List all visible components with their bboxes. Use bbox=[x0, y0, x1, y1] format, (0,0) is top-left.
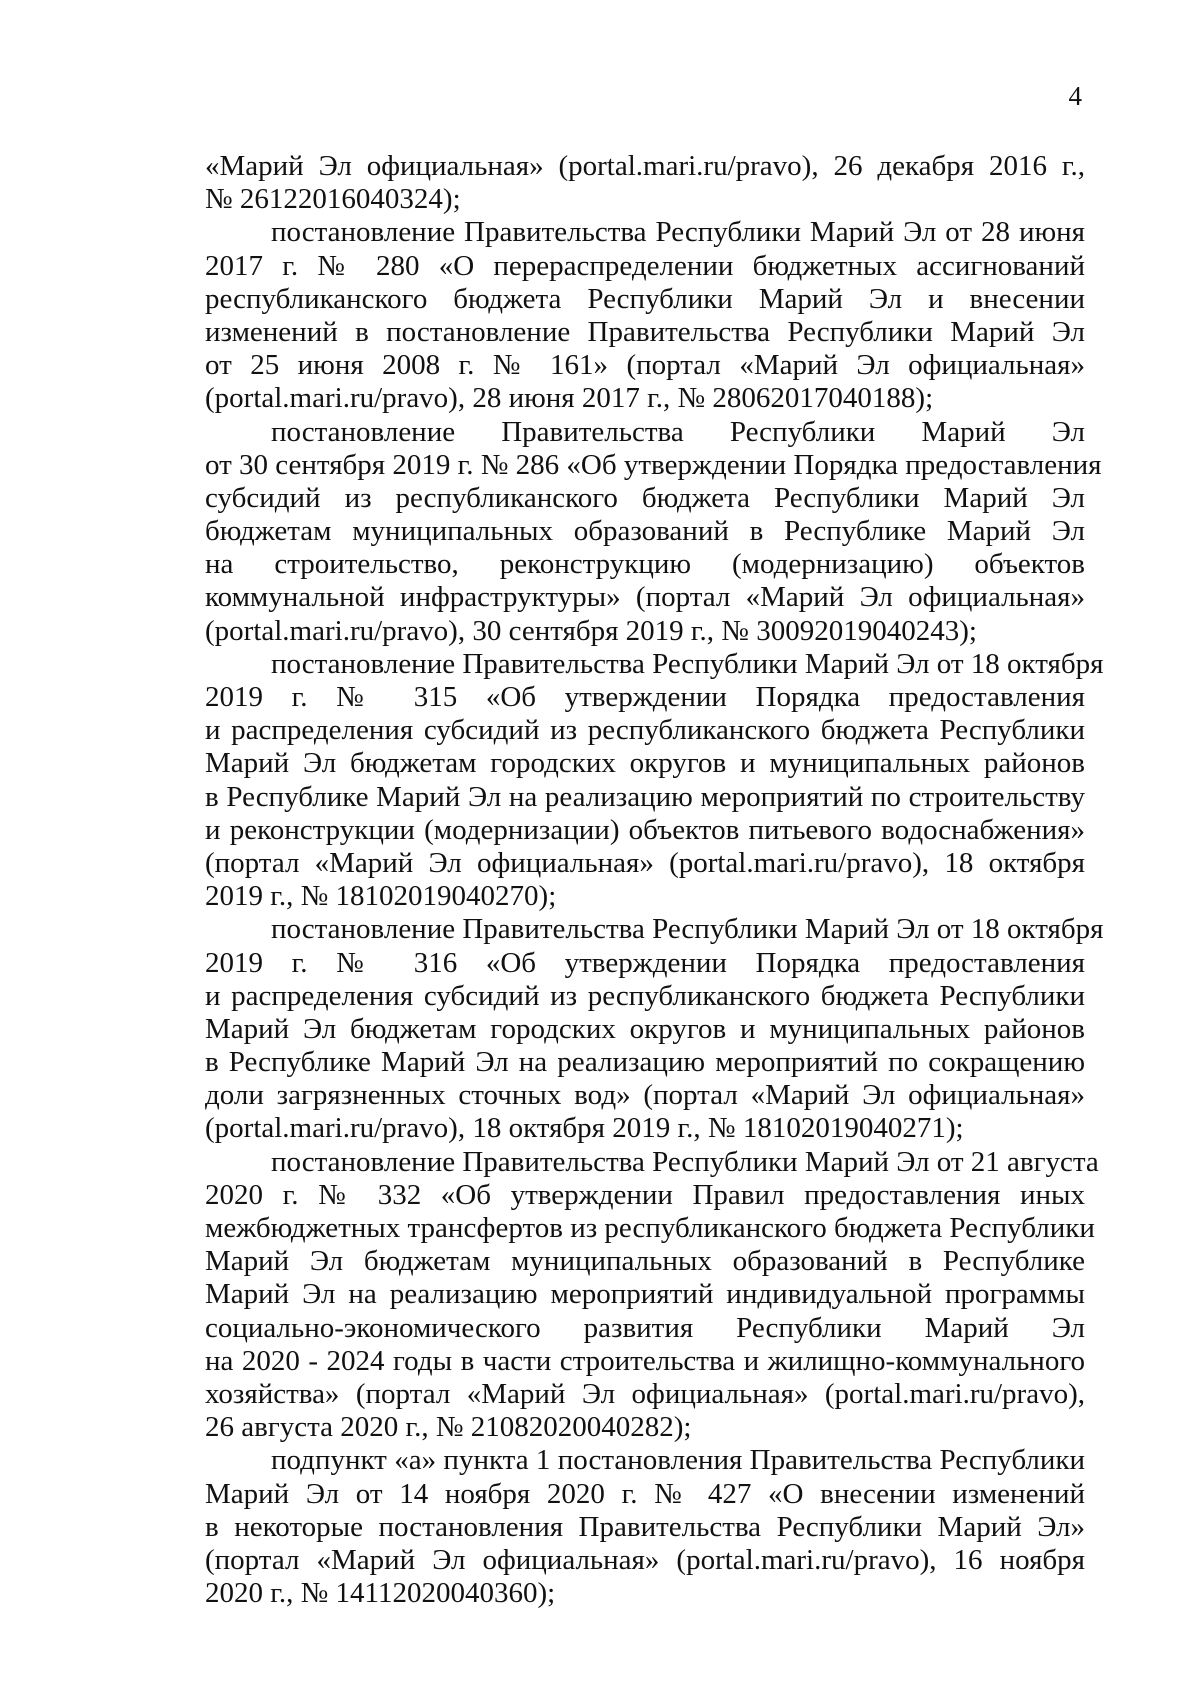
text-line: Марий Эл бюджетам городских округов и муниципальных районов bbox=[205, 1012, 1085, 1045]
text-line: 2019 г., № 18102019040270); bbox=[205, 880, 557, 913]
text-line: на строительство, реконструкцию (модернизацию) объектов bbox=[205, 548, 1085, 581]
text-line: межбюджетных трансфертов из республиканского бюджета Республики bbox=[205, 1212, 1095, 1244]
text-line: на 2020 - 2024 годы в части строительства и жилищно-коммунального bbox=[205, 1344, 1085, 1377]
text-line: хозяйства» (портал «Марий Эл официальная» (portal.mari.ru/pravo), bbox=[205, 1377, 1085, 1410]
text-line: Марий Эл на реализацию мероприятий индивидуальной программы bbox=[205, 1278, 1085, 1311]
text-line: постановление Правительства Республики Марий Эл bbox=[271, 415, 1085, 448]
text-line: (portal.mari.ru/pravo), 28 июня 2017 г., № 28062017040188); bbox=[205, 382, 934, 415]
text-line: социально-экономического развития Республики Марий Эл bbox=[205, 1311, 1085, 1344]
paragraph bbox=[205, 1444, 1085, 1610]
text-line: субсидий из республиканского бюджета Республики Марий Эл bbox=[205, 481, 1085, 514]
text-line: (портал «Марий Эл официальная» (portal.mari.ru/pravo), 16 ноября bbox=[205, 1543, 1085, 1576]
text-line: 2020 г. № 332 «Об утверждении Правил предоставления иных bbox=[205, 1178, 1085, 1211]
text-line: 26 августа 2020 г., № 21082020040282); bbox=[205, 1411, 692, 1444]
text-line: 2017 г. № 280 «О перераспределении бюджетных ассигнований bbox=[205, 249, 1085, 282]
paragraph bbox=[205, 415, 1102, 648]
text-line: постановление Правительства Республики Марий Эл от 18 октября bbox=[271, 647, 1104, 680]
text-line: в некоторые постановления Правительства Республики Марий Эл» bbox=[205, 1510, 1085, 1543]
text-line: (portal.mari.ru/pravo), 30 сентября 2019 г., № 30092019040243); bbox=[205, 614, 977, 647]
paragraph bbox=[205, 647, 1104, 914]
page-number: 4 bbox=[1068, 81, 1082, 111]
text-line: постановление Правительства Республики Марий Эл от 18 октября bbox=[271, 913, 1104, 946]
text-line: доли загрязненных сточных вод» (портал «Марий Эл официальная» bbox=[205, 1079, 1085, 1112]
text-line: коммунальной инфраструктуры» (портал «Марий Эл официальная» bbox=[205, 581, 1085, 614]
text-line: 2020 г., № 14112020040360); bbox=[205, 1577, 556, 1610]
text-line: Марий Эл от 14 ноября 2020 г. № 427 «О внесении изменений bbox=[205, 1477, 1085, 1510]
text-line: в Республике Марий Эл на реализацию мероприятий по строительству bbox=[205, 780, 1085, 813]
text-line: постановление Правительства Республики Марий Эл от 28 июня bbox=[271, 216, 1085, 249]
text-line: от 25 июня 2008 г. № 161» (портал «Марий Эл официальная» bbox=[205, 349, 1085, 382]
text-line: 2019 г. № 316 «Об утверждении Порядка предоставления bbox=[205, 946, 1085, 979]
paragraph bbox=[205, 150, 1085, 216]
text-line: «Марий Эл официальная» (portal.mari.ru/pravo), 26 декабря 2016 г., bbox=[205, 150, 1085, 182]
text-line: и распределения субсидий из республиканского бюджета Республики bbox=[205, 714, 1085, 747]
text-line: подпункт «а» пункта 1 постановления Правительства Республики bbox=[271, 1444, 1085, 1477]
text-line: (portal.mari.ru/pravo), 18 октября 2019 г., № 18102019040271); bbox=[205, 1112, 964, 1145]
text-line: № 26122016040324); bbox=[205, 183, 461, 216]
text-line: постановление Правительства Республики Марий Эл от 21 августа bbox=[271, 1145, 1099, 1178]
text-line: и реконструкции (модернизации) объектов питьевого водоснабжения» bbox=[205, 813, 1085, 846]
text-line: республиканского бюджета Республики Марий Эл и внесении bbox=[205, 282, 1085, 315]
paragraph bbox=[205, 216, 1085, 415]
text-line: Марий Эл бюджетам городских округов и муниципальных районов bbox=[205, 747, 1085, 780]
text-line: (портал «Марий Эл официальная» (portal.mari.ru/pravo), 18 октября bbox=[205, 846, 1085, 879]
text-line: и распределения субсидий из республиканского бюджета Республики bbox=[205, 979, 1085, 1012]
text-line: от 30 сентября 2019 г. № 286 «Об утверждении Порядка предоставления bbox=[205, 448, 1102, 481]
text-line: бюджетам муниципальных образований в Республике Марий Эл bbox=[205, 515, 1085, 548]
text-line: Марий Эл бюджетам муниципальных образований в Республике bbox=[205, 1245, 1085, 1278]
paragraph bbox=[205, 1145, 1099, 1445]
paragraph bbox=[205, 913, 1104, 1145]
text-line: изменений в постановление Правительства Республики Марий Эл bbox=[205, 315, 1085, 348]
text-line: 2019 г. № 315 «Об утверждении Порядка предоставления bbox=[205, 681, 1085, 713]
document-body bbox=[205, 150, 1104, 1610]
text-line: в Республике Марий Эл на реализацию мероприятий по сокращению bbox=[205, 1046, 1085, 1079]
